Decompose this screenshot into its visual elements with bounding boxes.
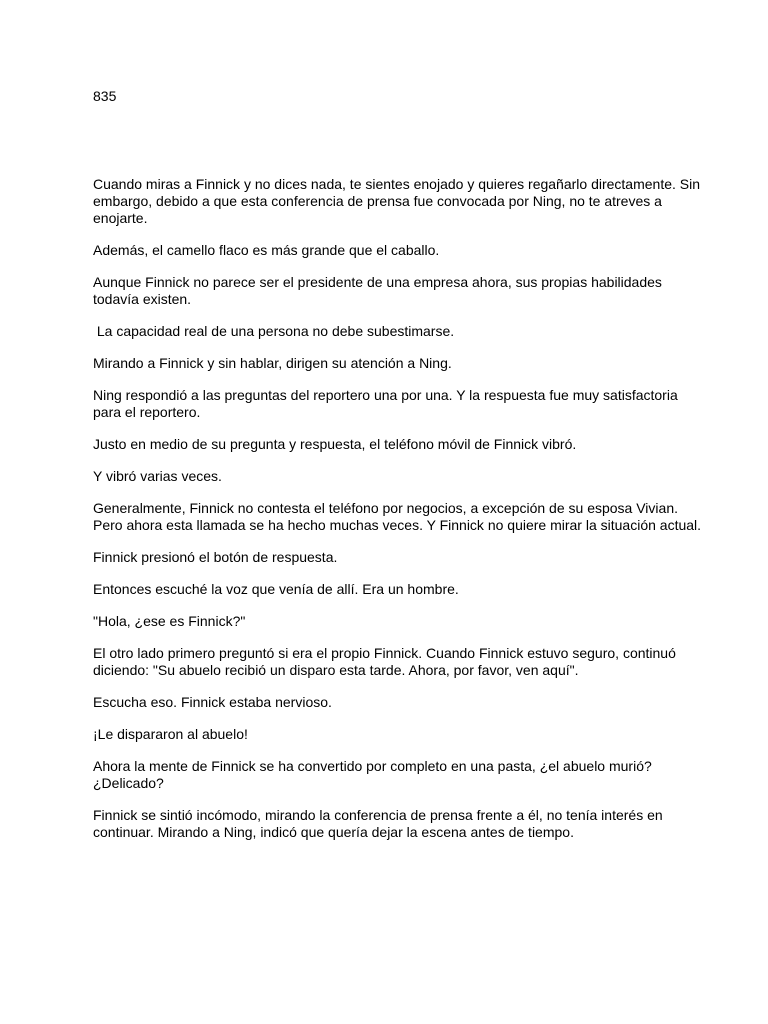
- paragraph: Aunque Finnick no parece ser el presidente de una empresa ahora, sus propias habilidades todavía existen.: [93, 274, 666, 307]
- paragraph: Además, el camello flaco es más grande que el caballo.: [93, 242, 440, 258]
- paragraph: Y vibró varias veces.: [93, 468, 222, 484]
- paragraph: Ning respondió a las preguntas del reportero una por una. Y la respuesta fue muy satisfactoria para el reportero.: [93, 387, 682, 420]
- paragraph: Finnick presionó el botón de respuesta.: [93, 549, 338, 565]
- paragraph: Cuando miras a Finnick y no dices nada, te sientes enojado y quieres regañarlo directamente. Sin embargo, debido a que esta conferencia de prensa fue convocada por Ning, no te atreves a enojarte.: [93, 176, 704, 226]
- paragraph: Ahora la mente de Finnick se ha convertido por completo en una pasta, ¿el abuelo murió? ¿Delicado?: [93, 758, 656, 791]
- page-number: 835: [93, 88, 117, 104]
- paragraph: Justo en medio de su pregunta y respuesta, el teléfono móvil de Finnick vibró.: [93, 436, 577, 452]
- paragraph: Entonces escuché la voz que venía de allí. Era un hombre.: [93, 581, 459, 597]
- paragraph: Finnick se sintió incómodo, mirando la conferencia de prensa frente a él, no tenía interés en continuar. Mirando a Ning, indicó que quería dejar la escena antes de tiempo.: [93, 807, 667, 840]
- paragraph: El otro lado primero preguntó si era el propio Finnick. Cuando Finnick estuvo seguro, continuó diciendo: "Su abuelo recibió un disparo esta tarde. Ahora, por favor, ven aquí".: [93, 645, 680, 678]
- paragraph: Escucha eso. Finnick estaba nervioso.: [93, 694, 332, 710]
- paragraph: ¡Le dispararon al abuelo!: [93, 726, 248, 742]
- paragraph: Generalmente, Finnick no contesta el teléfono por negocios, a excepción de su esposa Vivian. Pero ahora esta llamada se ha hecho muchas veces. Y Finnick no quiere mirar la situación actual.: [93, 500, 702, 533]
- paragraph: Mirando a Finnick y sin hablar, dirigen su atención a Ning.: [93, 355, 452, 371]
- paragraph: "Hola, ¿ese es Finnick?": [93, 613, 246, 629]
- paragraph: La capacidad real de una persona no debe subestimarse.: [93, 323, 455, 339]
- body-text: [93, 176, 705, 856]
